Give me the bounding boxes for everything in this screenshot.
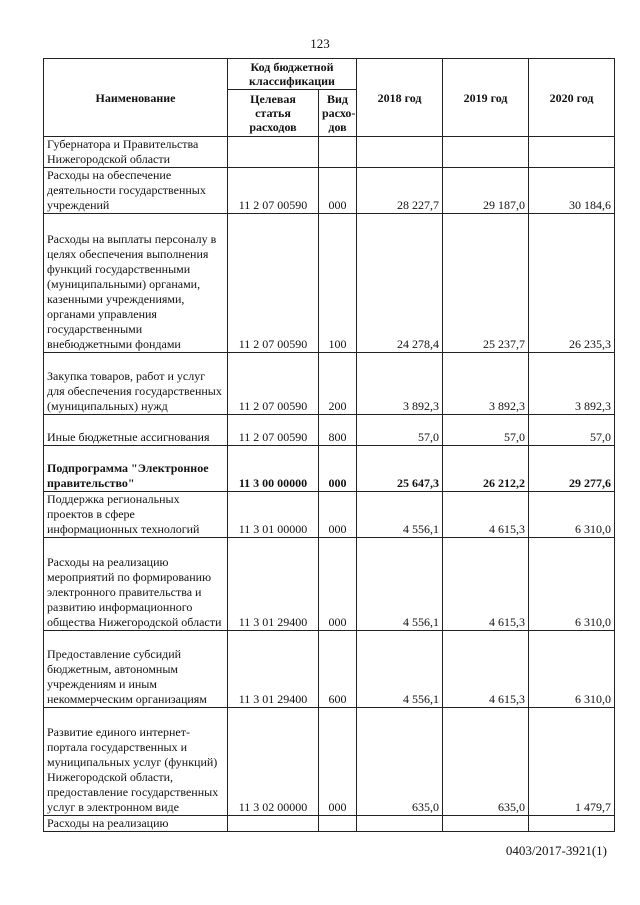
row-2020 xyxy=(529,816,615,832)
row-name: Губернатора и Правительства Нижегородской области xyxy=(44,137,228,168)
table-row xyxy=(44,168,615,214)
table-row xyxy=(44,708,615,816)
row-2018: 24 278,4 xyxy=(357,214,443,353)
row-code: 11 3 01 29400 xyxy=(228,631,319,708)
row-2019: 26 212,2 xyxy=(443,446,529,492)
row-2020 xyxy=(529,137,615,168)
row-code: 11 3 00 00000 xyxy=(228,446,319,492)
row-vid: 200 xyxy=(319,353,357,415)
row-2020: 30 184,6 xyxy=(529,168,615,214)
row-2019: 57,0 xyxy=(443,415,529,446)
table-row xyxy=(44,631,615,708)
table-row xyxy=(44,446,615,492)
row-code: 11 3 02 00000 xyxy=(228,708,319,816)
table-row xyxy=(44,538,615,631)
row-vid xyxy=(319,816,357,832)
row-2019: 4 615,3 xyxy=(443,538,529,631)
header-name: Наименование xyxy=(44,59,228,137)
row-name: Закупка товаров, работ и услуг для обеспечения государственных (муниципальных) нужд xyxy=(44,353,228,415)
row-2019: 4 615,3 xyxy=(443,631,529,708)
row-vid: 600 xyxy=(319,631,357,708)
row-name: Развитие единого интернет-портала государственных и муниципальных услуг (функций) Нижегородской области, предоставление государственных услуг в электронном виде xyxy=(44,708,228,816)
header-vid: Вид расхо-дов xyxy=(319,90,357,137)
row-2018: 4 556,1 xyxy=(357,492,443,538)
row-vid: 000 xyxy=(319,492,357,538)
table-row xyxy=(44,214,615,353)
row-vid: 000 xyxy=(319,446,357,492)
row-name: Предоставление субсидий бюджетным, автономным учреждениям и иным некоммерческим организациям xyxy=(44,631,228,708)
row-2020: 1 479,7 xyxy=(529,708,615,816)
row-2020: 6 310,0 xyxy=(529,492,615,538)
table-row xyxy=(44,492,615,538)
row-2018: 4 556,1 xyxy=(357,538,443,631)
document-code: 0403/2017-3921(1) xyxy=(505,843,607,858)
row-2019: 3 892,3 xyxy=(443,353,529,415)
row-vid: 000 xyxy=(319,538,357,631)
row-2018: 28 227,7 xyxy=(357,168,443,214)
row-2018: 635,0 xyxy=(357,708,443,816)
budget-table xyxy=(43,58,615,832)
row-code: 11 3 01 00000 xyxy=(228,492,319,538)
row-code: 11 3 01 29400 xyxy=(228,538,319,631)
row-vid: 000 xyxy=(319,708,357,816)
row-vid: 000 xyxy=(319,168,357,214)
row-2020: 57,0 xyxy=(529,415,615,446)
row-2019: 25 237,7 xyxy=(443,214,529,353)
row-code: 11 2 07 00590 xyxy=(228,415,319,446)
row-2018 xyxy=(357,137,443,168)
row-2019: 29 187,0 xyxy=(443,168,529,214)
header-target: Целевая статья расходов xyxy=(228,90,319,137)
header-2020: 2020 год xyxy=(529,59,615,137)
row-code xyxy=(228,816,319,832)
row-name: Расходы на обеспечение деятельности государственных учреждений xyxy=(44,168,228,214)
row-2018: 57,0 xyxy=(357,415,443,446)
row-name: Поддержка региональных проектов в сфере информационных технологий xyxy=(44,492,228,538)
row-2020: 26 235,3 xyxy=(529,214,615,353)
table-body xyxy=(44,137,615,832)
row-name: Подпрограмма "Электронное правительство" xyxy=(44,446,228,492)
row-2018: 25 647,3 xyxy=(357,446,443,492)
header-2019: 2019 год xyxy=(443,59,529,137)
row-2018: 3 892,3 xyxy=(357,353,443,415)
row-code: 11 2 07 00590 xyxy=(228,214,319,353)
row-2019: 635,0 xyxy=(443,708,529,816)
row-2019 xyxy=(443,137,529,168)
row-code: 11 2 07 00590 xyxy=(228,168,319,214)
row-2018 xyxy=(357,816,443,832)
row-2019: 4 615,3 xyxy=(443,492,529,538)
row-name: Расходы на выплаты персоналу в целях обеспечения выполнения функций государственными (муниципальными) органами, казенными учреждениями, органами управления государственными внебюджетными фондами xyxy=(44,214,228,353)
header-2018: 2018 год xyxy=(357,59,443,137)
row-2019 xyxy=(443,816,529,832)
table-row xyxy=(44,353,615,415)
row-code: 11 2 07 00590 xyxy=(228,353,319,415)
row-2020: 29 277,6 xyxy=(529,446,615,492)
row-2020: 6 310,0 xyxy=(529,538,615,631)
row-name: Иные бюджетные ассигнования xyxy=(44,415,228,446)
row-name: Расходы на реализацию мероприятий по формированию электронного правительства и развитию информационного общества Нижегородской области xyxy=(44,538,228,631)
row-vid: 800 xyxy=(319,415,357,446)
row-2018: 4 556,1 xyxy=(357,631,443,708)
table-row xyxy=(44,137,615,168)
row-code xyxy=(228,137,319,168)
page-number: 123 xyxy=(310,36,330,51)
row-2020: 6 310,0 xyxy=(529,631,615,708)
row-name: Расходы на реализацию xyxy=(44,816,228,832)
table-row xyxy=(44,816,615,832)
row-2020: 3 892,3 xyxy=(529,353,615,415)
row-vid xyxy=(319,137,357,168)
table-row xyxy=(44,415,615,446)
header-code-group: Код бюджетной классификации xyxy=(228,59,357,90)
row-vid: 100 xyxy=(319,214,357,353)
